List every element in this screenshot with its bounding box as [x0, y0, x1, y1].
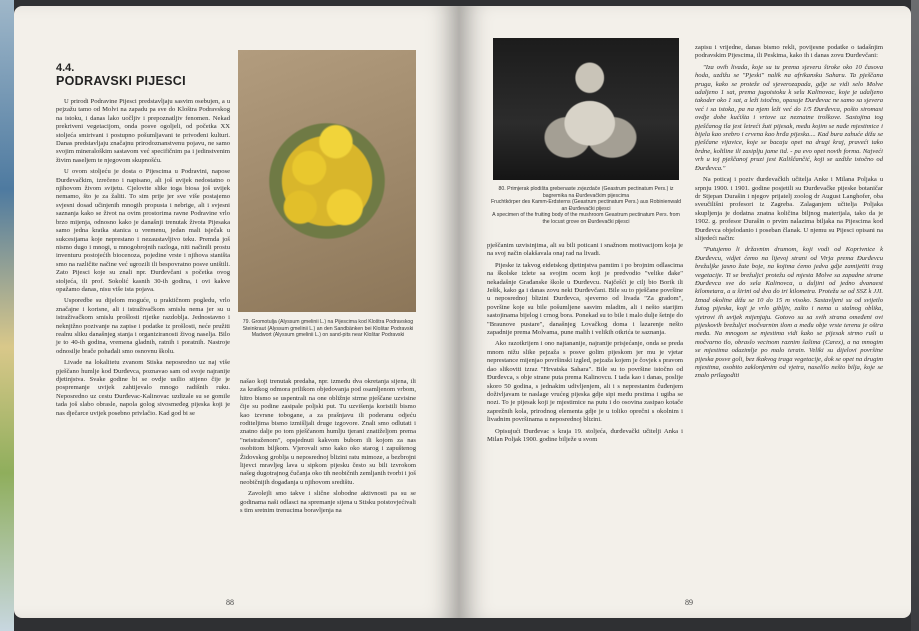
paragraph: našao koji trenutak predaha, npr. između dva okretanja sijena, ili za kratkog odmora prilikom objedovanja pod osamljenom vrbom, hitro bismo se uspentrali na one obližnje strme pješčane uzvisine čije su podine zasipale poljski put. Tu uzvišenja koristili bismo kao izvrsne tobogane, a za prašnjavu ili poderanu odjeću roditeljima bismo izmišljali druge izgovore. Znali smo odlutati i znatno dalje po tom pješčanom humlju tjerani znatiželjom prema "neistraženom", opsjednuti kakvom bubom ili kojom za nas osobitom biljkom. Vjerovali smo kako oko starog i zapuštenog Židovskog groblja u neposrednoj blizini ratu mimoze, a bezbrojni lijevci mravljeg lava u sipkom pijesku često su bili izvrokom našeg dugotrajnog čučanja oko tih neobičnih zemljanih tvorbi i još neobičnijih događanja u njihovom središtu.: [240, 378, 416, 486]
photo-caption-79: 79. Gromotulja (Alyssum gmelinii L.) na Pijescima kod Kloštra Podravskog Steinkraut (Alyssum gmelinii L.) an den Sandbänken bei Kloštar Podravski Madwort (Alyssum gmelinii L.) on sand-pits near Kloštar Podravski: [242, 319, 414, 339]
quotation: "Putujemo li državnim drumom, koji vodi od Koprivnice k Đurđevcu, vidjet ćemo na lijevoj strani od Virja prema Đurđevcu brežuljke jasno žute boje, na kojima ćemo jedva gdje zamijetiti trag vegetacije. Ti se brežuljci protežu od mjesta Molve sa zapadne strane Đurđevca sve do sela Kalinovca, u duljini od jedno dvanaest kilometara, a u širini od dva do tri kilometra. Protežu se od SSZ k JJI. Iznad okoline dižu se 10 do 15 m visoko. Sastavljeni su od svijetlo žutog pijeska, koji je vrlo gibljiv, zašto i nema u stalnog oblika, vjetrovi ih uvijek mijenjaju. Gotovo su sa svih strana omeđeni ovi pijeskovih brežuljci močvarnim tlom a među obje vrste terenu je oštra međa. Na mnogom se mjestima vidi kako se pijesak strmo ruši u močvarno tlo, obraslo vecinom raznim šašima (Carex), a na mnogim se mjestima odazimlje po malo terain. Veliki su dijelovi površine pijeska posve goli, bez ikakvog traga vegetacije, dok se opet na drugim mjestima, osobito zaklonjenim od vjetra, naselilo nešto bilja, koje se znalo prilagoditi: [695, 246, 883, 380]
section-title: PODRAVSKI PIJESCI: [56, 74, 186, 88]
paragraph: Ako razotkrijem i ono najtananije, najranije prisjećanje, onda se preda mnom nižu slike pejzaža s posve golim pijeskom jer mu je vjetar neprestance mijenjao površinski izgled, pejzaža kojem je čovjek s pravom dao slikoviti izraz "Hrvatska Sahara". Bile su to površine istočno od Đurđevca, s obje strane puta prema Kalinovcu. I tada kao i danas, poslije skoro 50 godina, s jednakim udivljenjem, ali i s neprestanim čuđenjem doživljavam te naslage vrućeg pijeska gdje sipi među prstima i ugiba se nozi. To je pijesak koji je mjestimice na putu i do osovina zasipao kotače zaprežnih kola, prirodnog elementa gdje je u toliko oprečni s okolnim i livadnim površinama u neposrednoj blizini.: [487, 340, 683, 424]
paragraph: Pijeske iz takvog eidetskog djetinjstva pamtim i po brojnim odlascima na školske izlete sa svojim ocem koji je predvodio "velike đake" nekadašnje Građanske škole u Đurđevcu. Najčešći je cilj bio Borik ili Ješik, kako ga i danas zovu neki Đurđevčani. Bile su to pješčane površine u neposrednoj blizini Đurđevca, sjeverno od livada "Za gradom", površine koje su bile pošumljene sasvim mladim, ali i nešto starijim sastojinama bijelog i crnog bora. Ponekad su to bile i malo dulje šetnje do "Braunove pustare", današnjeg Lovačkog doma i lazarenje nešto zapadnije prema Molvama, pune malih i velikih otkrića te saznanja.: [487, 261, 683, 337]
photo-geastrum-fungus: [493, 38, 679, 180]
book-edge-right: [911, 0, 919, 631]
section-number: 4.4.: [56, 62, 75, 74]
paragraph: Zavolejli smo takve i slične slobodne aktivnosti pa su se godinama naši odlasci na spremanje sijena u Stisku poistovjećivali s tim sretnim trenucima boravljenja na: [240, 490, 416, 515]
right-column-2: [695, 44, 883, 600]
paragraph: Na poticaj i poziv đurđevačkih učitelja Anke i Milana Poljaka u srpnju 1900. i 1901. godine posjetili su Đurđevačke pijeske botaničar dr Stjepan Durašin i njegov prijatelj zoolog dr August Langhofer, oba sveučilišni profesori iz Zagreba. Zalaganjem učitelja Poljaka skupljenja je dodatna znatna količina biljnog materijala, tako da je 1902. g. profesor Durašin o prvim nalazima biljaka na Pijescima kod Đurđevca objelodanio i poseban članak. U njemu su Pijesci opisani na slijedeći način:: [695, 176, 883, 242]
right-column-1: [487, 242, 683, 598]
photo-caption-80: 80. Primjerak plodišta grebenaste zvjezdače (Geastrum pectinatum Pers.) iz bagremika na Đurđevačkim pijescima Fruchtkörper des Kamm-Erdsterns (Geastrum pectinatum Pers.) aus Robinienwald an Đurđevački pijesci A specimen of the fruiting body of the mushroom Geastrum pectinatum Pers. from the locust grove on Đurđevački pijesci: [491, 186, 681, 225]
paragraph: Livade na lokalitetu zvanom Stiska neposredno uz naj više pješčano humlje kod Đurđevca, poznavao sam od svoje najranije djetinjstva. Svake godine bi se ovdje usilio stijeno čije je pospremanje uvijek zahtijevalo mnogo radišnih ruku. Neposredno uz cestu Đurđevac-Kalinovac uzdizale su se gomile tada još slabo obrasle, napola golog sivosmeđeg pijeska koji je nas dječarce uvijek posebno privlačio. Kad god bi se: [56, 359, 230, 417]
page-number-left: 88: [226, 598, 234, 607]
quotation: "Iza ovih livada, koje su tu prema sjeveru široke oko 10 časova hoda, uzdižu se "Pjeski" nalik na afrikansku Saharu. Ta pješčana pruga, kako se proteže od sjeverozapada, gdje se vidi selo Molve udaljeno 1 sat, prema jugoistoku k selu Kalinovac, koje je udaljeno takoder oko 1 sat, a leži istočno, opasuje Đurđevac ne samo sa sjevera već i sa istoka, pa na njem leži već do 1/5 Đurđevca, pošto siromasi ovdje dobe kućišta i vrtove uz neznatne troškove. Sastojina tog pješčanog tla jest letreći žuti pijesak, među kojim se nađe mjestimice i bijela kao srebro i crvena kao hrđa pijeska.... Kad bura zahuće dižu se pješčane vijavice, koje se bacaju opet na drugi kraj, praveći tako brdne, koltline ili zasiplju jame itd. - pa evo opet novih forma. Najveći vrh u toj pješčanoj pruzi jest Kališčančić, koji se uzdiže istočno od Đurđevca.": [695, 63, 883, 172]
paragraph: pješčanim uzvisinjima, ali su bili poticani i snažnom motivacijom koja je na svoj način olakšavala onaj rad na livadi.: [487, 242, 683, 258]
left-column-1: [56, 98, 230, 596]
left-page: [14, 6, 459, 618]
photo-alyssum-flowers: [238, 50, 416, 312]
paragraph: U prirodi Podravine Pijesci predstavljaju sasvim osebujen, a u pejzažu tamo od Molvi na zapadu pa sve do Kloštra Podravskog na istoku, i danas lako uočljiv i prepoznatljiv fenomen. Nekad prekriveni vegetacijom, onda posve ogoljeli, od početka XX stoljeća smirivani i postupno pošumljavani te privođeni kulturi. Danas predstavljaju značajnu prirodoznanstvenu pojavu, ne samo svojim mineraloškim sastavom već specifičnim pa i jedinstvenim živim naseljem te njegovom skupnošću.: [56, 98, 230, 164]
left-column-2: [240, 378, 416, 600]
section-heading: [56, 62, 186, 88]
page-number-right: 89: [685, 598, 693, 607]
paragraph: U ovom stoljeću je dosta o Pijescima u Podravini, napose Đurđevačkim, izrečeno i napisano, ali još uvijek nedostatno o njihovom živom svijetu. Cjelovite slike toga biosa još uvijek nemamo, što je za žaliti. To sim prije jer sve više postajemo svjesni dosad učinjenih mnogih propusta i nebrige, ali i svjesni saznanja kako se život na ovim prostorima ravne Podravine vrlo brzo mijenja, odnosno kako je današnji trenutak života Pijesaka samo jedna kratka stanica u vremenu, jedan mali isječak u sukcesijama koje neprestano i nezaustavljivo teku. Premda još nismo dugo i mnogi, u mnogobrojnih razloga, niti načinili prostu inventuru postojećih biocenoza, pojedine vrste i njihova staništa smo na različite načine već ugrozili ili bespovratno posve uništili. Zato Pijesci koje su znali npr. Đurđevčani s početka ovog stoljeća, ili prof. Sokolić kasnih 30-ih godina, i ovi kakve opažamo danas, nisu više ista pojava.: [56, 168, 230, 293]
paragraph: Opisujući Đurđevac s kraja 19. stoljeća, đurđevački učitelji Anka i Milan Poljak 1900. godine bilježe u svom: [487, 427, 683, 443]
paragraph: zapisu i vrijedne, danas bismo rekli, povijesne podatke o tadašnjim podravskim Pijescima, ili Peskima, kako ih i danas zovu Đurđevčani:: [695, 44, 883, 60]
paragraph: Usporedbe su dijelom moguće, u praktičnom pogledu, vrlo značajne i korisne, ali i istraživačkom smislu nema jer su u istraživačkom smislu prošlosti rijetke razdoblja. Jednostavno i neknjižno pozivanje na zapise i podatke iz prošlosti, neće pružiti realnu sliku današnjeg stanja i organiziranosti živog naselja. Bilo je to 40-ih godina, vremena gladnih, ratnih i poratnih. Nastroje odnosilje brače pohađali smo osnovnu školu.: [56, 297, 230, 355]
book-edge-left: [0, 0, 14, 631]
right-page: [459, 6, 911, 618]
